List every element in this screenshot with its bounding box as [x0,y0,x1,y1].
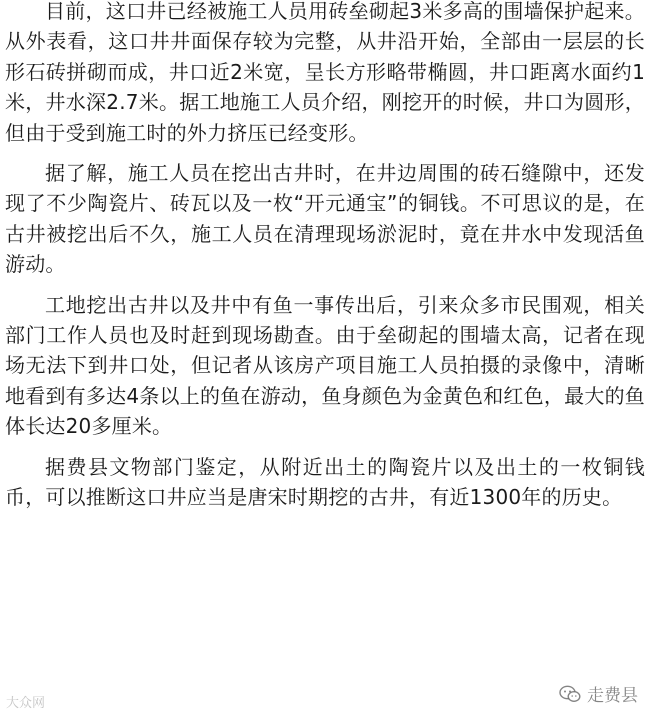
article-body [5,0,645,523]
article-paragraph-4: 据费县文物部门鉴定，从附近出土的陶瓷片以及出土的一枚铜钱币，可以推断这口井应当是唐宋时期挖的古井，有近1300年的历史。 [5,454,645,510]
article-paragraph-3: 工地挖出古井以及井中有鱼一事传出后，引来众多市民围观，相关部门工作人员也及时赶到现场勘查。由于垒砌起的围墙太高，记者在现场无法下到井口处，但记者从该房产项目施工人员拍摄的录像中，清晰地看到有多达4条以上的鱼在游动，鱼身颜色为金黄色和红色，最大的鱼体长达20多厘米。 [5,292,645,439]
article-paragraph-2: 据了解，施工人员在挖出古井时，在井边周围的砖石缝隙中，还发现了不少陶瓷片、砖瓦以及一枚“开元通宝”的铜钱。不可思议的是，在古井被挖出后不久，施工人员在清理现场淤泥时，竟在井水中发现活鱼游动。 [5,161,645,277]
account-name: 走费县 [587,686,638,706]
article-paragraph-1: 目前，这口井已经被施工人员用砖垒砌起3米多高的围墙保护起来。从外表看，这口井井面保存较为完整，从井沿开始，全部由一层层的长形石砖拼砌而成，井口近2米宽，呈长方形略带椭圆，井口距离水面约1米，井水深2.7米。据工地施工人员介绍，刚挖开的时候，井口为圆形，但由于受到施工时的外力挤压已经变形。 [5,0,645,145]
source-watermark: 大众网 [6,696,46,711]
account-watermark [559,681,638,706]
wechat-icon [559,685,581,703]
